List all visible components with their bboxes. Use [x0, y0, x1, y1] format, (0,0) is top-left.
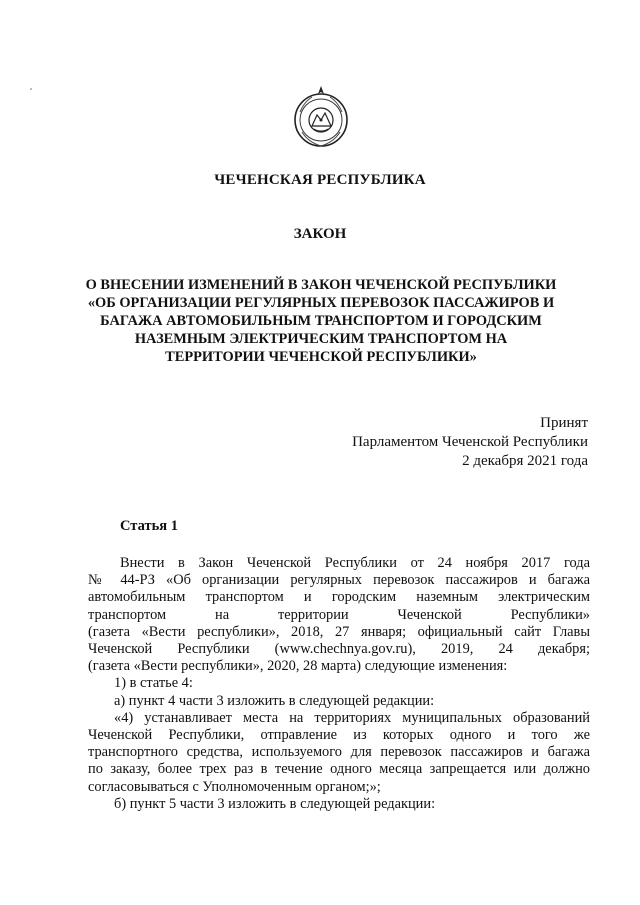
adopted-date: 2 декабря 2021 года — [462, 453, 588, 469]
adoption-note — [352, 414, 588, 471]
title-line: «ОБ ОРГАНИЗАЦИИ РЕГУЛЯРНЫХ ПЕРЕВОЗОК ПАССАЖИРОВ И — [87, 295, 555, 311]
body-line: Чеченской Республики, отправление из которых одного и того же — [88, 727, 590, 744]
adopted-by: Парламентом Чеченской Республики — [352, 434, 588, 450]
body-line: транспортного средства, используемого для перевозок пассажиров и багажа — [88, 744, 590, 761]
body-line: автомобильным транспортом и городским наземным электрическим — [88, 589, 590, 606]
document-type: ЗАКОН — [293, 226, 347, 242]
body-line: (газета «Вести республики», 2018, 27 января; официальный сайт Главы — [88, 623, 590, 640]
title-line: ТЕРРИТОРИИ ЧЕЧЕНСКОЙ РЕСПУБЛИКИ» — [165, 349, 477, 365]
title-line: БАГАЖА АВТОМОБИЛЬНЫМ ТРАНСПОРТОМ И ГОРОДСКИМ — [100, 313, 542, 329]
republic-name: ЧЕЧЕНСКАЯ РЕСПУБЛИКА — [214, 172, 426, 188]
body-line: «4) устанавливает места на территориях муниципальных образований — [114, 709, 590, 726]
body-line: транспортом на территории Чеченской Республики» — [88, 606, 590, 623]
title-line: О ВНЕСЕНИИ ИЗМЕНЕНИЙ В ЗАКОН ЧЕЧЕНСКОЙ РЕСПУБЛИКИ — [85, 277, 557, 293]
body-line: 1) в статье 4: — [114, 675, 193, 692]
body-line: Чеченской Республики (www.chechnya.gov.ru), 2019, 24 декабря; — [88, 641, 590, 658]
article-body — [88, 555, 590, 813]
body-line: Внести в Закон Чеченской Республики от 24 ноября 2017 года — [120, 555, 590, 571]
article-heading: Статья 1 — [120, 518, 178, 534]
body-line: по заказу, более трех раз в течение одного месяца запрещается или должно — [88, 761, 590, 778]
scan-speck — [30, 88, 32, 90]
law-title — [80, 276, 562, 366]
body-line: а) пункт 4 части 3 изложить в следующей редакции: — [114, 692, 435, 709]
adopted-label: Принят — [540, 415, 588, 431]
body-line: № 44-РЗ «Об организации регулярных перевозок пассажиров и багажа — [88, 572, 590, 589]
body-line: б) пункт 5 части 3 изложить в следующей редакции: — [114, 795, 436, 812]
coat-of-arms-emblem — [290, 82, 352, 152]
body-line: (газета «Вести республики», 2020, 28 марта) следующие изменения: — [88, 658, 508, 675]
title-line: НАЗЕМНЫМ ЭЛЕКТРИЧЕСКИМ ТРАНСПОРТОМ НА — [134, 331, 508, 347]
body-line: согласовываться с Уполномоченным органом;»; — [88, 778, 381, 795]
